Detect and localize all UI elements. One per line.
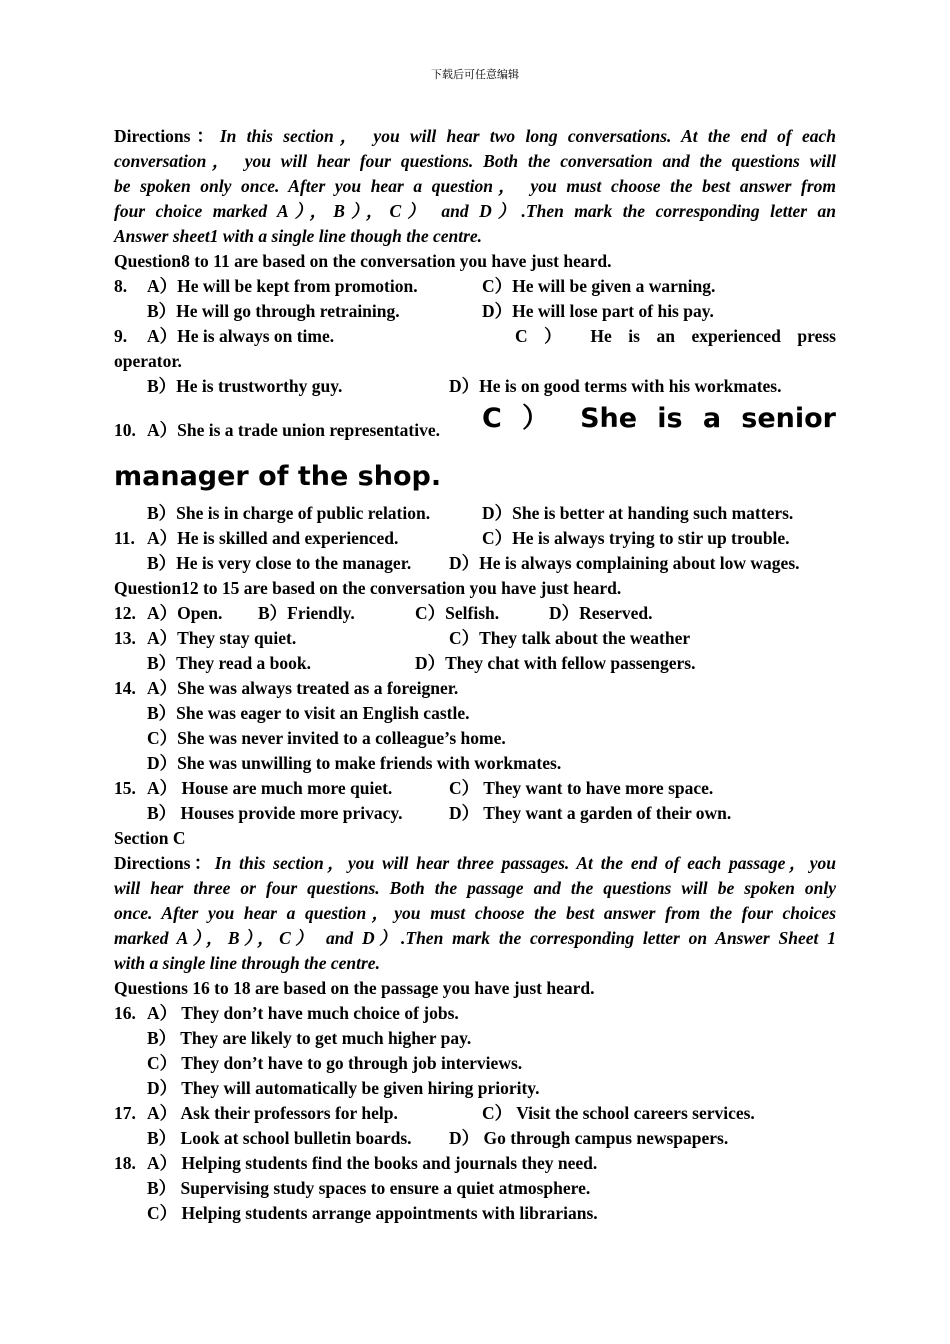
page-header: 下载后可任意编辑 [431,68,519,81]
directions-label: Directions： [114,126,220,146]
option-b: B）She is in charge of public relation. [147,503,431,523]
document-body [114,124,836,1226]
directions-line: with a single line through the centre. [114,953,380,973]
option-a: A）They stay quiet. [147,628,297,648]
option-d: D） They will automatically be given hiring priority. [147,1078,540,1098]
option-c-continued: operator. [114,351,182,371]
option-c: C）They talk about the weather [449,628,691,648]
directions-line: once. After you hear a question，you must choose the best answer from the four choices [114,903,836,923]
question-14-row4 [114,751,836,776]
directions-line: be spoken only once. After you hear a question， you must choose the best answer from [114,176,836,196]
option-d: D）They chat with fellow passengers. [415,653,696,673]
question-group-heading: Question8 to 11 are based on the conversation you have just heard. [114,251,612,271]
directions-text: In this section， you will hear two long conversations. At the end of each [219,126,837,146]
question-10-row2 [114,501,836,526]
option-b: B） They are likely to get much higher pay. [147,1028,472,1048]
question-18-row3 [114,1201,836,1226]
question-group-heading: Question12 to 15 are based on the conversation you have just heard. [114,578,622,598]
option-a: A） Helping students find the books and journals they need. [147,1153,598,1173]
option-b: B）Friendly. [258,603,355,623]
option-c: C） They don’t have to go through job interviews. [147,1053,523,1073]
question-number: 8. [114,276,128,296]
question-13-row2 [114,651,836,676]
option-b: B） Look at school bulletin boards. [147,1128,412,1148]
option-b: B）He will go through retraining. [147,301,400,321]
question-14-row3 [114,726,836,751]
option-c-continued: manager of the shop. [114,461,442,492]
directions-line [114,124,836,149]
directions-label: Directions： [114,853,215,873]
option-a: A）He is always on time. [147,326,335,346]
option-d: D） Go through campus newspapers. [449,1128,729,1148]
option-a: A） House are much more quiet. [147,778,393,798]
directions-text: In this section，you will hear three passages. At the end of each passage，you [214,853,836,873]
option-d: D）Reserved. [549,603,653,623]
question-16-row3 [114,1051,836,1076]
option-b: B）They read a book. [147,653,312,673]
option-b: B） Supervising study spaces to ensure a quiet atmosphere. [147,1178,591,1198]
directions-line: Answer sheet1 with a single line though the centre. [114,226,483,246]
question-number: 13. [114,628,136,648]
option-d: D）She is better at handing such matters. [482,503,794,523]
question-18-row2 [114,1176,836,1201]
question-number: 14. [114,678,136,698]
option-a: A）She was always treated as a foreigner. [147,678,459,698]
option-a: A）He will be kept from promotion. [147,276,418,296]
option-a: A） Ask their professors for help. [147,1103,398,1123]
option-a: A）He is skilled and experienced. [147,528,399,548]
question-10-row1 [114,405,836,453]
directions-line: will hear three or four questions. Both the passage and the questions will be spoken only [114,878,836,898]
question-number: 12. [114,603,136,623]
question-number: 9. [114,326,128,346]
question-14-row2 [114,701,836,726]
option-d: D）He is on good terms with his workmates. [449,376,782,396]
question-8-row2 [114,299,836,324]
option-b: B）He is very close to the manager. [147,553,412,573]
directions-line [114,851,836,876]
option-a: A）Open. [147,603,223,623]
question-group-heading: Questions 16 to 18 are based on the passage you have just heard. [114,978,595,998]
question-9-row1 [114,324,836,349]
question-number: 18. [114,1153,136,1173]
question-14-row1 [114,676,836,701]
option-c: C） Helping students arrange appointments with librarians. [147,1203,598,1223]
question-number: 17. [114,1103,136,1123]
option-d: D）He will lose part of his pay. [482,301,714,321]
option-b: B）She was eager to visit an English castle. [147,703,470,723]
question-number: 10. [114,420,136,440]
option-c: C）He will be given a warning. [482,276,716,296]
question-13-row1 [114,626,836,651]
question-number: 11. [114,528,135,548]
question-18-row1 [114,1151,836,1176]
option-d: D） They want a garden of their own. [449,803,732,823]
directions-line: four choice marked A），B），C） and D）.Then mark the corresponding letter an [114,201,836,221]
directions-line: conversation， you will hear four questions. Both the conversation and the questions will [114,151,836,171]
option-a: A） They don’t have much choice of jobs. [147,1003,459,1023]
option-b: B） Houses provide more privacy. [147,803,403,823]
question-number: 16. [114,1003,136,1023]
option-c: C）Selfish. [415,603,500,623]
question-11-row2 [114,551,836,576]
option-c: C）He is always trying to stir up trouble. [482,528,790,548]
question-17-row1 [114,1101,836,1126]
directions-line: marked A），B），C） and D）.Then mark the corresponding letter on Answer Sheet 1 [114,928,836,948]
question-16-row1 [114,1001,836,1026]
option-c: C ） He is an experienced press [515,326,836,346]
option-a: A）She is a trade union representative. [147,420,440,440]
option-c: C）She was never invited to a colleague’s home. [147,728,506,748]
question-11-row1 [114,526,836,551]
question-number: 15. [114,778,136,798]
question-12-row [114,601,836,626]
option-c: C） Visit the school careers services. [482,1103,755,1123]
question-15-row2 [114,801,836,826]
question-15-row1 [114,776,836,801]
option-d: D）She was unwilling to make friends with workmates. [147,753,562,773]
question-8-row1 [114,274,836,299]
question-17-row2 [114,1126,836,1151]
option-c: C ） She is a senior [482,403,836,434]
question-16-row4 [114,1076,836,1101]
option-b: B）He is trustworthy guy. [147,376,343,396]
question-16-row2 [114,1026,836,1051]
option-c: C） They want to have more space. [449,778,714,798]
section-heading: Section C [114,828,186,848]
option-d: D）He is always complaining about low wages. [449,553,800,573]
